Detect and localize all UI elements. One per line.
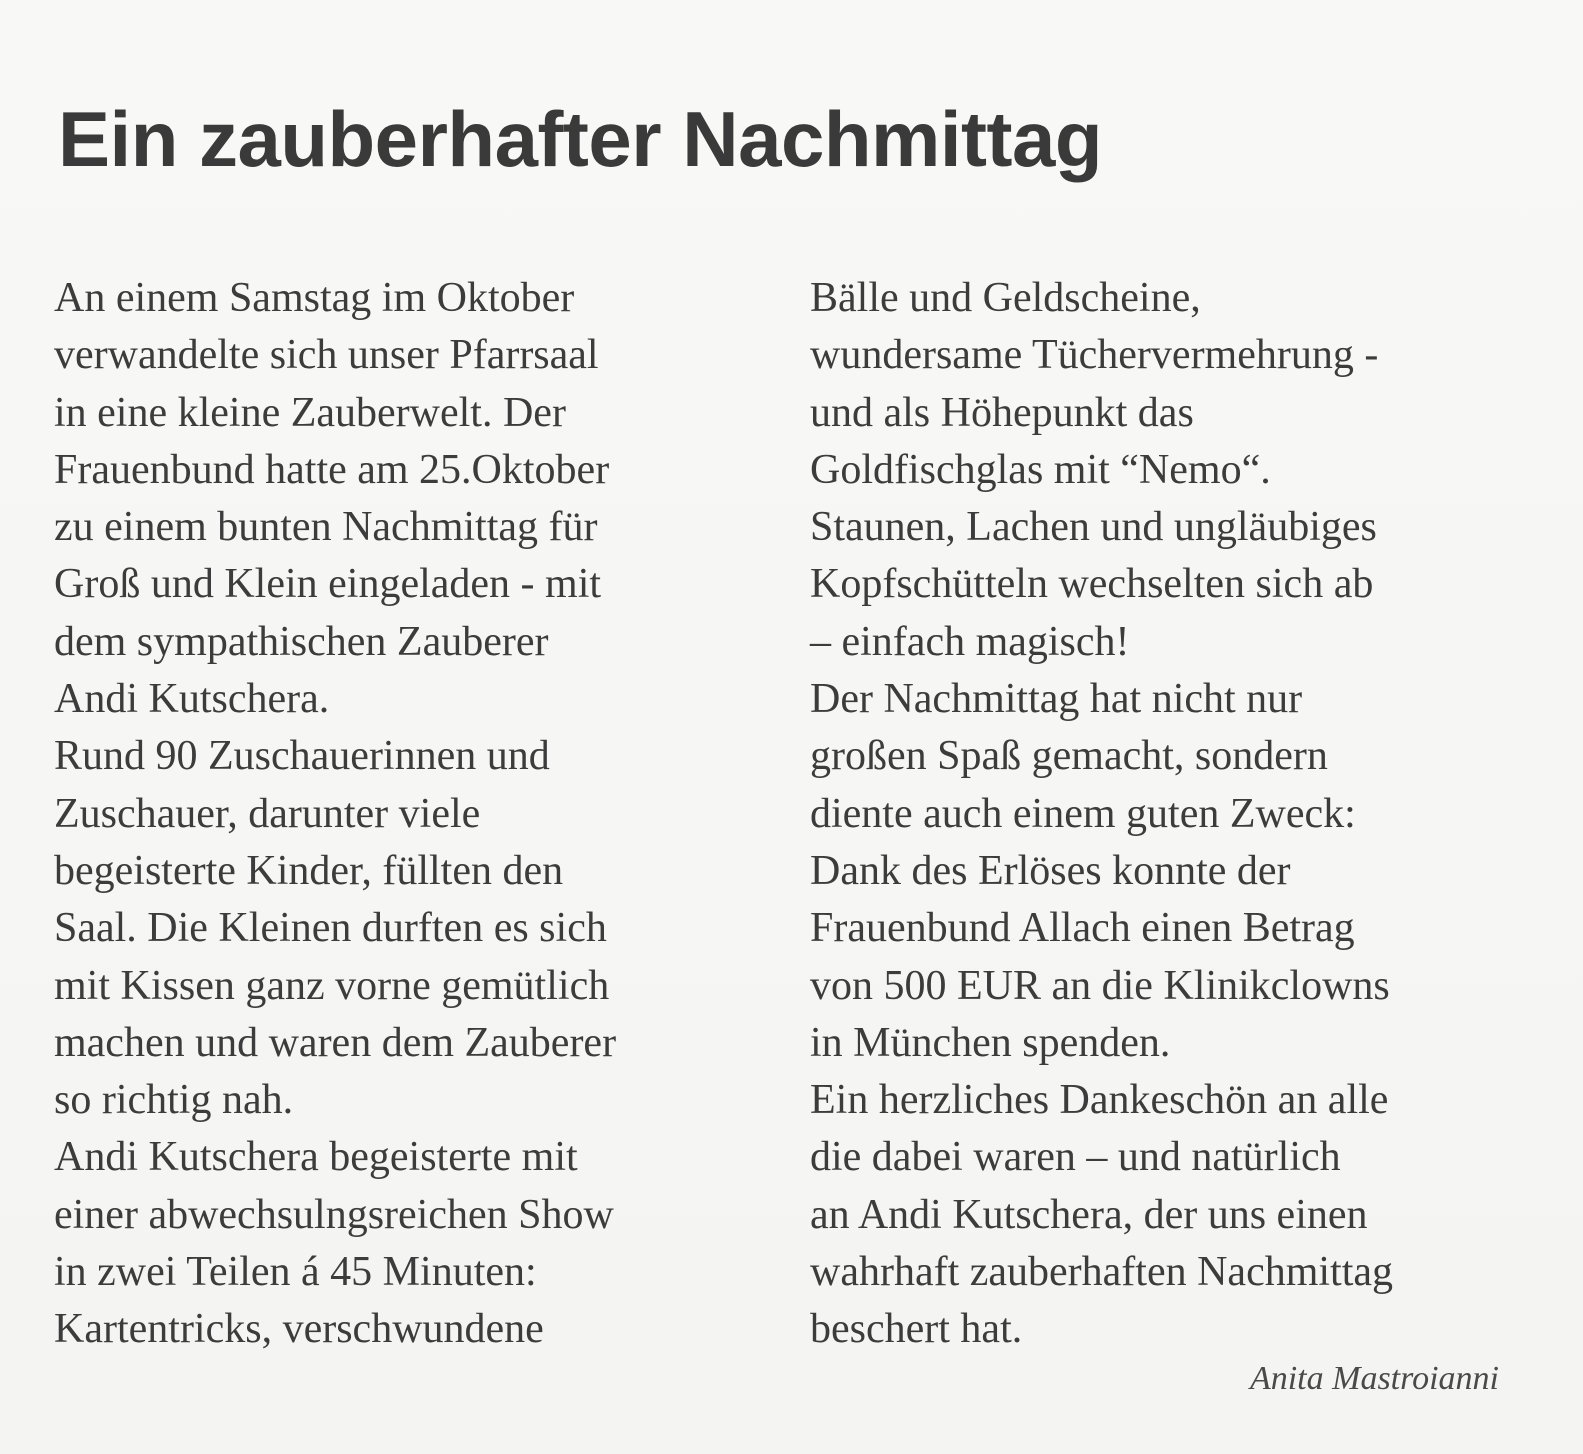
text-line: diente auch einem guten Zweck: bbox=[810, 790, 1356, 837]
text-line: zu einem bunten Nachmittag für bbox=[54, 504, 598, 551]
text-line: Rund 90 Zuschauerinnen und bbox=[54, 733, 550, 780]
text-line: Kopfschütteln wechselten sich ab bbox=[810, 561, 1374, 608]
text-line: wahrhaft zauberhaften Nachmittag bbox=[810, 1249, 1394, 1296]
text-line: Ein herzliches Dankeschön an alle bbox=[810, 1077, 1389, 1124]
text-line: Groß und Klein eingeladen - mit bbox=[54, 561, 602, 608]
text-line: Der Nachmittag hat nicht nur bbox=[810, 676, 1303, 723]
text-line: verwandelte sich unser Pfarrsaal bbox=[54, 332, 599, 379]
text-line: mit Kissen ganz vorne gemütlich bbox=[54, 962, 610, 1009]
text-line: Zuschauer, darunter viele bbox=[54, 790, 481, 837]
text-line: machen und waren dem Zauberer bbox=[54, 1019, 617, 1066]
text-line: An einem Samstag im Oktober bbox=[54, 275, 575, 321]
text-line: dem sympathischen Zauberer bbox=[54, 618, 549, 665]
text-line: Bälle und Geldscheine, bbox=[810, 275, 1201, 321]
text-line: Kartentricks, verschwundene bbox=[54, 1306, 544, 1353]
text-line: großen Spaß gemacht, sondern bbox=[810, 733, 1328, 780]
text-line: Andi Kutschera. bbox=[54, 676, 330, 723]
text-line: Dank des Erlöses konnte der bbox=[810, 847, 1291, 894]
text-line: in zwei Teilen á 45 Minuten: bbox=[54, 1249, 537, 1296]
text-line: in eine kleine Zauberwelt. Der bbox=[54, 389, 566, 436]
text-line: beschert hat. bbox=[810, 1306, 1023, 1353]
text-line: Staunen, Lachen und ungläubiges bbox=[810, 504, 1377, 551]
text-line: Saal. Die Kleinen durften es sich bbox=[54, 905, 607, 952]
author-signature: Anita Mastroianni bbox=[1249, 1360, 1499, 1397]
text-line: in München spenden. bbox=[810, 1019, 1171, 1066]
text-line: Goldfischglas mit “Nemo“. bbox=[810, 446, 1271, 493]
text-line: Frauenbund Allach einen Betrag bbox=[810, 905, 1355, 952]
text-line: an Andi Kutschera, der uns einen bbox=[810, 1191, 1368, 1238]
text-line: begeisterte Kinder, füllten den bbox=[54, 847, 564, 894]
article-column-left bbox=[54, 270, 744, 1359]
text-line: – einfach magisch! bbox=[810, 618, 1130, 665]
text-line: wundersame Tüchervermehrung - bbox=[810, 332, 1379, 379]
text-line: die dabei waren – und natürlich bbox=[810, 1134, 1341, 1181]
text-line: einer abwechsulngsreichen Show bbox=[54, 1191, 614, 1238]
text-line: Frauenbund hatte am 25.Oktober bbox=[54, 446, 610, 493]
text-line: Andi Kutschera begeisterte mit bbox=[54, 1134, 578, 1181]
article-headline: Ein zauberhafter Nachmittag bbox=[58, 95, 1103, 183]
article-column-right bbox=[810, 270, 1510, 1359]
text-line: und als Höhepunkt das bbox=[810, 389, 1194, 436]
text-line: so richtig nah. bbox=[54, 1077, 294, 1124]
text-line: von 500 EUR an die Klinikclowns bbox=[810, 962, 1390, 1009]
